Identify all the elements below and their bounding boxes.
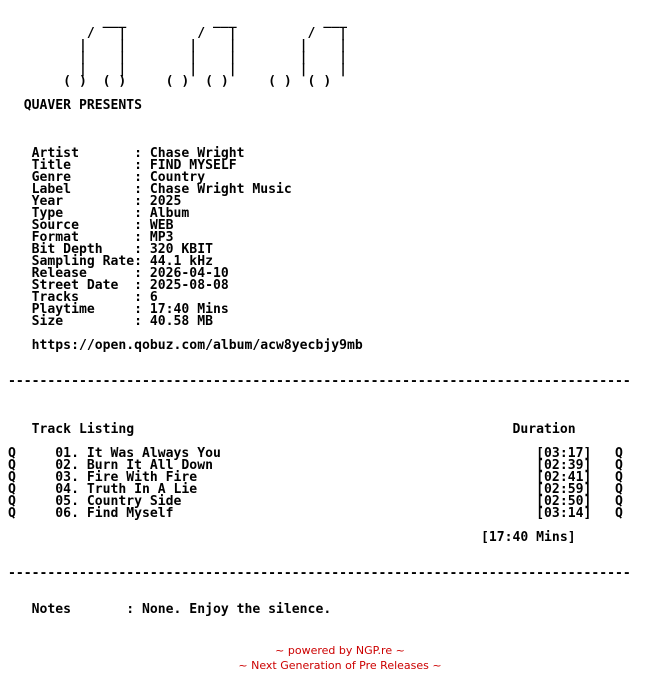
info-row-title: Title : FIND MYSELF (31, 158, 237, 173)
logo-line: ( ) ( ) ( ) ( ) ( ) ( ) (63, 74, 332, 89)
divider: ------------------------------------------------------------------------------- (8, 566, 631, 581)
info-row-format: Format : MP3 (31, 230, 174, 245)
track-row: Q 01. It Was Always You [03:17] Q (8, 446, 623, 461)
track-row: Q 03. Fire With Fire [02:41] Q (8, 470, 623, 485)
logo-line: / | / | / | (86, 26, 347, 41)
divider: ------------------------------------------------------------------------------- (8, 374, 631, 389)
logo-line: | | | | | | (78, 50, 347, 65)
notes-row: Notes : None. Enjoy the silence. (31, 602, 332, 617)
info-row-bit-depth: Bit Depth : 320 KBIT (31, 242, 213, 257)
track-row: Q 06. Find Myself [03:14] Q (8, 506, 623, 521)
track-row: Q 05. Country Side [02:50] Q (8, 494, 623, 509)
info-row-sampling-rate: Sampling Rate: 44.1 kHz (31, 254, 213, 269)
presents-title: QUAVER PRESENTS (23, 98, 143, 113)
tracklist-total: [17:40 Mins] (480, 530, 576, 545)
logo-line: ___ ___ ___ (102, 14, 347, 29)
info-row-release: Release : 2026-04-10 (31, 266, 229, 281)
album-url: https://open.qobuz.com/album/acw8yecbjy9mb (31, 338, 363, 353)
info-row-genre: Genre : Country (31, 170, 206, 185)
info-row-label: Label : Chase Wright Music (31, 182, 292, 197)
info-row-playtime: Playtime : 17:40 Mins (31, 302, 229, 317)
footer-powered-by: ~ powered by NGP.re ~ (275, 644, 405, 657)
track-row: Q 04. Truth In A Lie [02:59] Q (8, 482, 623, 497)
info-row-year: Year : 2025 (31, 194, 182, 209)
info-row-tracks: Tracks : 6 (31, 290, 158, 305)
info-row-size: Size : 40.58 MB (31, 314, 213, 329)
info-row-type: Type : Album (31, 206, 190, 221)
info-row-source: Source : WEB (31, 218, 174, 233)
logo-line: | | | | | | (78, 62, 347, 77)
info-row-artist: Artist : Chase Wright (31, 146, 245, 161)
track-row: Q 02. Burn It All Down [02:39] Q (8, 458, 623, 473)
nfo-text (8, 16, 631, 616)
info-row-street-date: Street Date : 2025-08-08 (31, 278, 229, 293)
footer-tagline: ~ Next Generation of Pre Releases ~ (238, 659, 442, 672)
logo-line: | | | | | | (78, 38, 347, 53)
tracklist-heading: Track Listing Duration (31, 422, 576, 437)
